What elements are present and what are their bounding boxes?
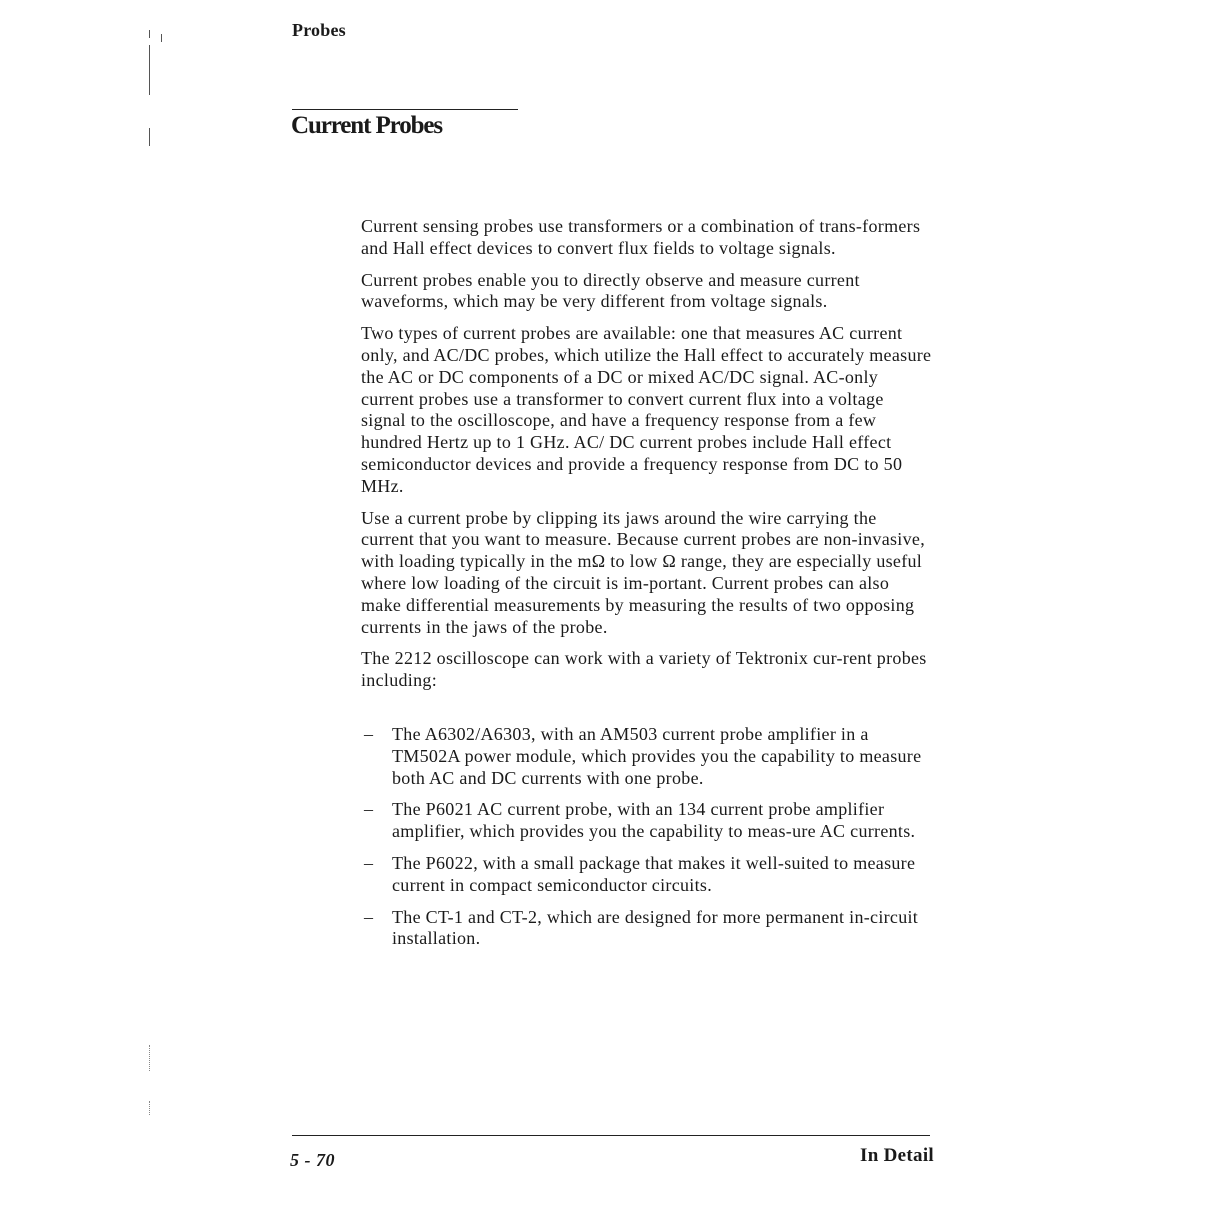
list-item — [361, 907, 933, 951]
paragraph: Current sensing probes use transformers or a combination of trans-formers and Hall effect devices to convert flux fields to voltage signals. — [361, 216, 921, 258]
running-head: Probes — [292, 20, 346, 40]
list-item-text: The P6022, with a small package that makes it well-suited to measure current in compact semiconductor circuits. — [392, 852, 916, 895]
list-item-text: The P6021 AC current probe, with an 134 current probe amplifier amplifier, which provides you the capability to meas-ure AC currents. — [392, 799, 916, 842]
page-number: 5 - 70 — [290, 1150, 335, 1170]
bullet-dash: – — [364, 799, 374, 820]
paragraph: The 2212 oscilloscope can work with a variety of Tektronix cur-rent probes including: — [361, 648, 927, 691]
body-text — [361, 216, 933, 960]
bullet-dash: – — [364, 852, 374, 873]
margin-change-bar — [149, 1101, 150, 1115]
margin-change-bar — [149, 1045, 150, 1071]
footer-section-name: In Detail — [860, 1145, 934, 1166]
footer-rule — [292, 1135, 930, 1136]
section-title: Current Probes — [291, 112, 443, 139]
paragraph: Use a current probe by clipping its jaws around the wire carrying the current that you want to measure. Because current probes are non-invasive, with loading typically in the mΩ to low Ω range, they are especially useful where low loading of the circuit is im-portant. Current probes can also make differential measurements by measuring the results of two opposing currents in the jaws of the probe. — [361, 507, 925, 637]
paragraph: Two types of current probes are available: one that measures AC current only, and AC/DC probes, which utilize the Hall effect to accurately measure the AC or DC components of a DC or mixed AC/DC signal. AC-only current probes use a transformer to convert current flux into a voltage signal to the oscilloscope, and have a frequency response from a few hundred Hertz up to 1 GHz. AC/ DC current probes include Hall effect semiconductor devices and provide a frequency response from DC to 50 MHz. — [361, 323, 932, 496]
margin-change-bar — [149, 45, 150, 95]
margin-change-bar — [149, 128, 150, 146]
bullet-dash: – — [364, 906, 374, 927]
list-item — [361, 799, 933, 843]
bullet-dash: – — [364, 723, 374, 744]
title-rule — [292, 109, 518, 110]
list-item-text: The CT-1 and CT-2, which are designed for more permanent in-circuit installation. — [392, 906, 919, 949]
list-item-text: The A6302/A6303, with an AM503 current probe amplifier in a TM502A power module, which provides you the capability to measure both AC and DC currents with one probe. — [392, 723, 922, 788]
paragraph: Current probes enable you to directly observe and measure current waveforms, which may be very different from voltage signals. — [361, 269, 860, 312]
margin-change-bar — [161, 34, 162, 42]
margin-change-bar — [149, 30, 150, 38]
probe-list — [361, 724, 933, 950]
list-item — [361, 853, 933, 897]
list-item — [361, 724, 933, 789]
